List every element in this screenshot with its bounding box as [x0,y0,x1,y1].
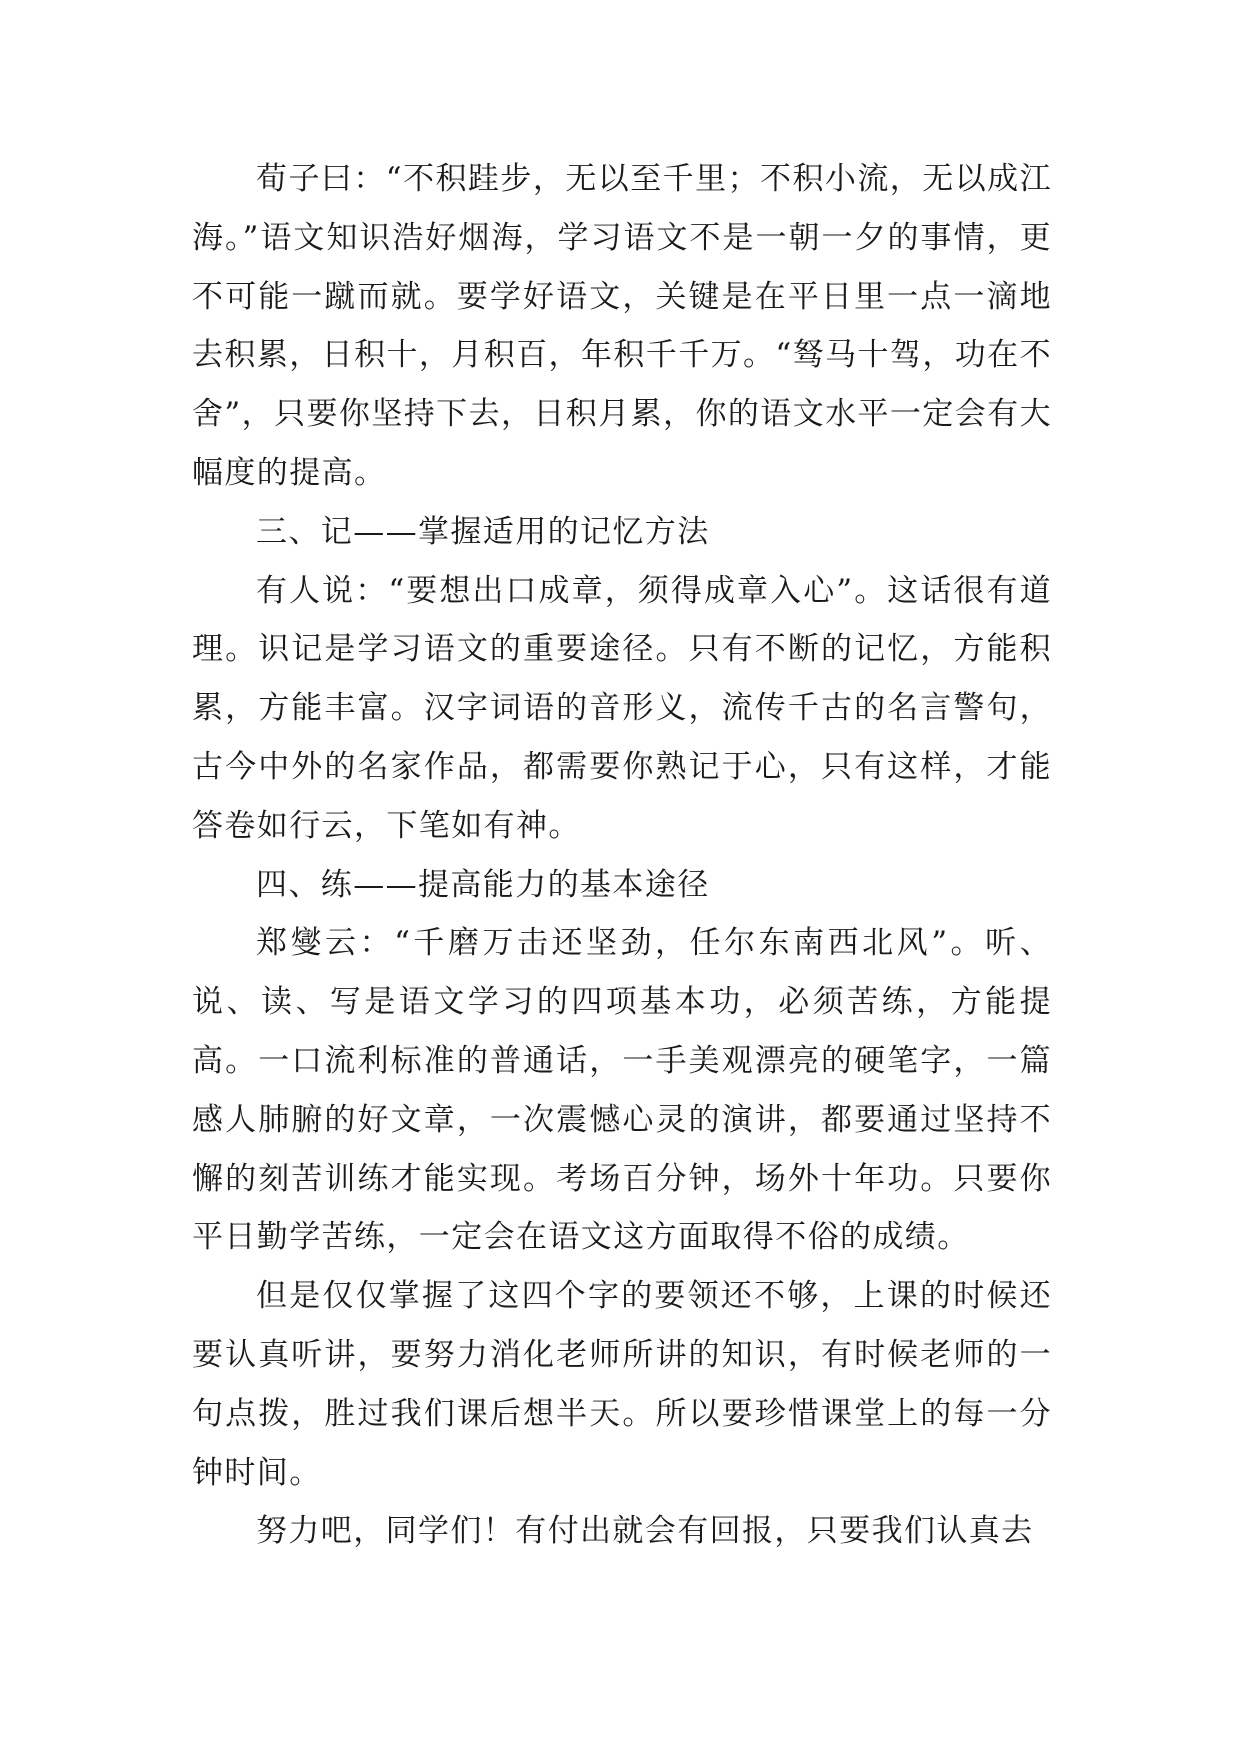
paragraph-listen-in-class: 但是仅仅掌握了这四个字的要领还不够，上课的时候还要认真听讲，要努力消化老师所讲的知识，有时候老师的一句点拨，胜过我们课后想半天。所以要珍惜课堂上的每一分钟时间。 [192,1278,1052,1491]
paragraph-memorize: 有人说：“要想出口成章，须得成章入心”。这话很有道理。识记是学习语文的重要途径。只有不断的记忆，方能积累，方能丰富。汉字词语的音形义，流传千古的名言警句，古今中外的名家作品，都需要你熟记于心，只有这样，才能答卷如行云，下笔如有神。 [192,572,1052,844]
document-body [192,150,1052,1561]
paragraph-closing: 努力吧，同学们！有付出就会有回报，只要我们认真去 [256,1513,1034,1550]
paragraph-accumulate: 荀子曰：“不积跬步，无以至千里；不积小流，无以成江海。”语文知识浩好烟海，学习语文不是一朝一夕的事情，更不可能一蹴而就。要学好语文，关键是在平日里一点一滴地去积累，日积十，月积百，年积千千万。“驽马十驾，功在不舍”，只要你坚持下去，日积月累，你的语文水平一定会有大幅度的提高。 [192,161,1052,491]
paragraph-practice: 郑燮云：“千磨万击还坚劲，任尔东南西北风”。听、说、读、写是语文学习的四项基本功，必须苦练，方能提高。一口流利标准的普通话，一手美观漂亮的硬笔字，一篇感人肺腑的好文章，一次震憾心灵的演讲，都要通过坚持不懈的刻苦训练才能实现。考场百分钟，场外十年功。只要你平日勤学苦练，一定会在语文这方面取得不俗的成绩。 [192,925,1052,1256]
section-heading-practice: 四、练——提高能力的基本途径 [256,866,710,903]
section-heading-memorize: 三、记——掌握适用的记忆方法 [256,513,710,550]
